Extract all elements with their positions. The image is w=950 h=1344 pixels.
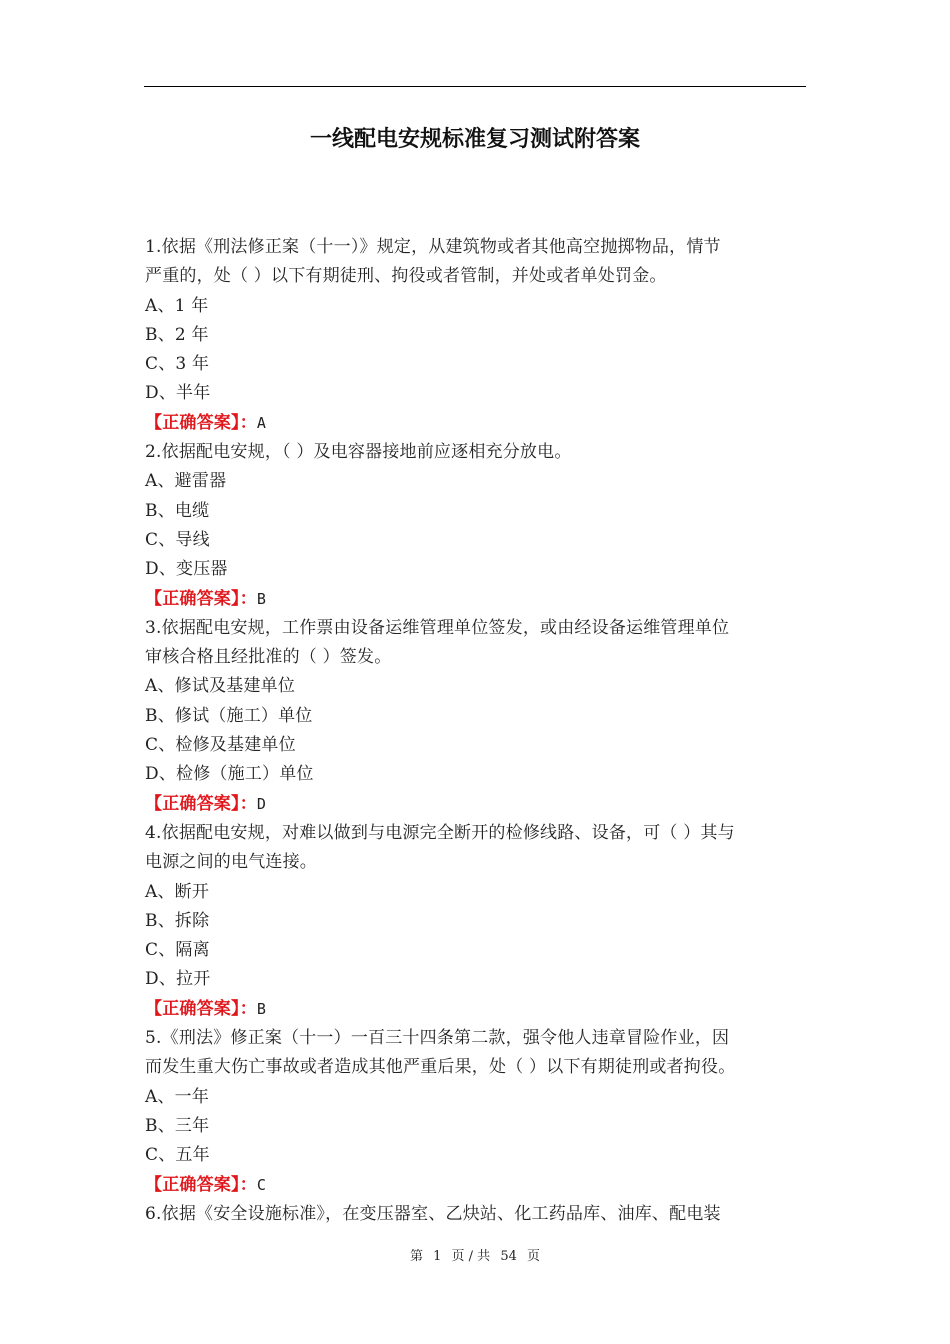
answer-option: A、修试及基建单位 bbox=[145, 676, 296, 697]
question-text-line: 6.依据《安全设施标准》，在变压器室、乙炔站、化工药品库、油库、配电装 bbox=[145, 1203, 721, 1224]
question-text-line: 2.依据配电安规，（ ）及电容器接地前应逐相充分放电。 bbox=[145, 442, 572, 463]
correct-answer-value: B bbox=[256, 589, 267, 608]
answer-option: B、修试（施工）单位 bbox=[145, 705, 313, 726]
answer-option: B、拆除 bbox=[145, 910, 210, 931]
question-text-line: 3.依据配电安规，工作票由设备运维管理单位签发，或由经设备运维管理单位 bbox=[145, 617, 730, 638]
answer-option: A、一年 bbox=[145, 1086, 210, 1107]
answer-option: B、三年 bbox=[145, 1115, 210, 1136]
correct-answer-label: 【正确答案】： bbox=[145, 998, 257, 1019]
correct-answer-label: 【正确答案】： bbox=[145, 1174, 257, 1195]
answer-option: C、导线 bbox=[145, 529, 210, 550]
question-text-line: 电源之间的电气连接。 bbox=[145, 852, 317, 873]
correct-answer-row bbox=[145, 585, 807, 614]
correct-answer-row bbox=[145, 790, 807, 819]
question-block bbox=[145, 614, 807, 819]
answer-option: B、2 年 bbox=[145, 324, 209, 345]
answer-option: C、隔离 bbox=[145, 940, 210, 961]
correct-answer-value: A bbox=[256, 413, 267, 432]
header-rule bbox=[144, 86, 806, 87]
correct-answer-value: D bbox=[256, 794, 267, 813]
question-text-line: 5.《刑法》修正案（十一）一百三十四条第二款，强令他人违章冒险作业，因 bbox=[145, 1028, 730, 1049]
footer-suffix: 页 bbox=[527, 1249, 541, 1264]
question-text-line: 4.依据配电安规，对难以做到与电源完全断开的检修线路、设备，可（ ）其与 bbox=[145, 822, 735, 843]
correct-answer-row bbox=[145, 409, 807, 438]
footer-total-pages: 54 bbox=[500, 1249, 517, 1264]
correct-answer-row bbox=[145, 1171, 807, 1200]
correct-answer-value: B bbox=[256, 999, 267, 1018]
footer-page-number: 1 bbox=[433, 1249, 442, 1264]
question-text-line: 而发生重大伤亡事故或者造成其他严重后果，处（ ）以下有期徒刑或者拘役。 bbox=[145, 1057, 736, 1078]
question-list bbox=[145, 233, 807, 1229]
answer-option: D、半年 bbox=[145, 383, 211, 404]
answer-option: C、五年 bbox=[145, 1145, 210, 1166]
answer-option: A、断开 bbox=[145, 881, 210, 902]
question-text-line: 严重的，处（ ）以下有期徒刑、拘役或者管制，并处或者单处罚金。 bbox=[145, 266, 667, 287]
answer-option: A、1 年 bbox=[145, 295, 209, 316]
answer-option: A、避雷器 bbox=[145, 471, 227, 492]
correct-answer-row bbox=[145, 995, 807, 1024]
page-footer bbox=[0, 1245, 950, 1264]
question-block bbox=[145, 233, 807, 438]
answer-option: D、变压器 bbox=[145, 559, 228, 580]
answer-option: B、电缆 bbox=[145, 500, 210, 521]
question-block bbox=[145, 438, 807, 614]
answer-option: C、3 年 bbox=[145, 354, 210, 375]
correct-answer-label: 【正确答案】： bbox=[145, 588, 257, 609]
question-text-line: 1.依据《刑法修正案（十一）》规定，从建筑物或者其他高空抛掷物品，情节 bbox=[145, 237, 721, 257]
answer-option: D、拉开 bbox=[145, 969, 211, 990]
question-block bbox=[145, 1200, 807, 1229]
correct-answer-value: C bbox=[256, 1175, 267, 1194]
page-title: 一线配电安规标准复习测试附答案 bbox=[309, 127, 640, 152]
footer-mid: 页 / 共 bbox=[451, 1249, 491, 1264]
correct-answer-label: 【正确答案】： bbox=[145, 793, 257, 814]
question-text-line: 审核合格且经批准的（ ）签发。 bbox=[145, 647, 392, 668]
answer-option: C、检修及基建单位 bbox=[145, 735, 296, 756]
correct-answer-label: 【正确答案】： bbox=[145, 412, 257, 433]
question-block bbox=[145, 819, 807, 1024]
question-block bbox=[145, 1024, 807, 1200]
answer-option: D、检修（施工）单位 bbox=[145, 764, 314, 785]
footer-prefix: 第 bbox=[409, 1249, 423, 1264]
